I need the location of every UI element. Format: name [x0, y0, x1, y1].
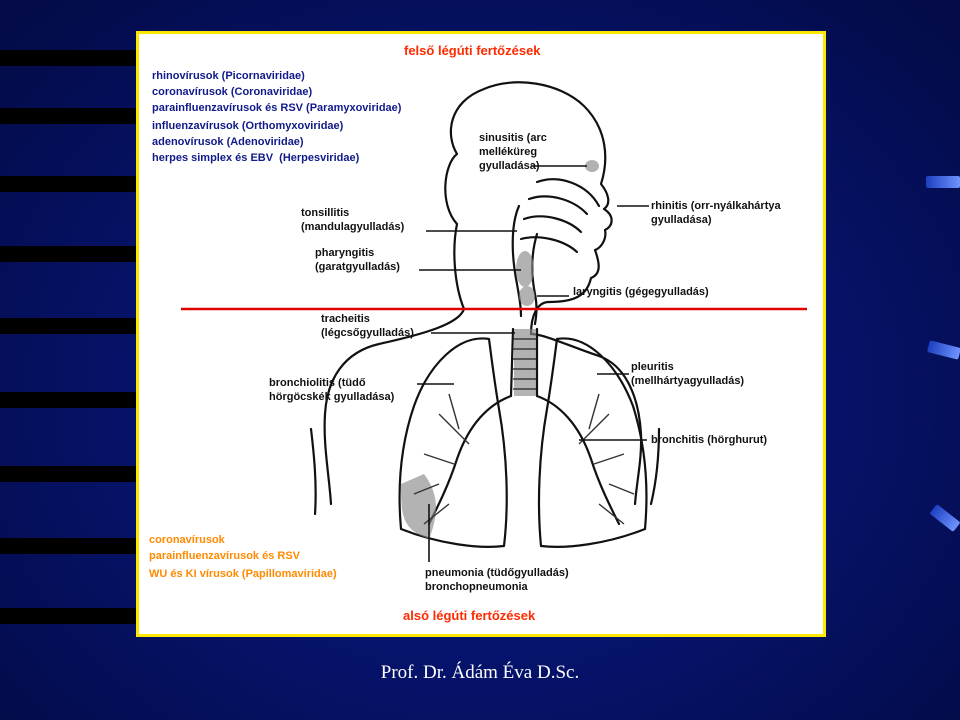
label-sinusitis: sinusitis (arc melléküreg gyulladása) — [479, 132, 547, 172]
decor-stripe — [0, 50, 136, 66]
label-tracheitis: tracheitis (légcsőgyulladás) — [321, 313, 414, 339]
upper-virus-item: influenzavírusok (Orthomyxoviridae) — [152, 120, 344, 132]
decor-stripe — [0, 392, 136, 408]
label-tonsillitis: tonsillitis (mandulagyulladás) — [301, 207, 405, 233]
label-pneumonia: pneumonia (tüdőgyulladás) bronchopneumonia — [425, 567, 569, 593]
lower-respiratory-title: alsó légúti fertőzések — [403, 608, 536, 623]
decor-stripe — [0, 176, 136, 192]
label-bronchitis: bronchitis (hörghurut) — [651, 434, 768, 446]
upper-virus-item: herpes simplex és EBV (Herpesviridae) — [152, 152, 360, 164]
lower-virus-item: coronavírusok — [149, 534, 225, 546]
label-pharyngitis: pharyngitis (garatgyulladás) — [315, 247, 400, 273]
decor-stripe — [0, 608, 136, 624]
decor-stripe — [0, 108, 136, 124]
label-rhinitis: rhinitis (orr-nyálkahártya gyulladása) — [651, 200, 781, 226]
lower-virus-item: parainfluenzavírusok és RSV — [149, 550, 300, 562]
lower-virus-item: WU és KI vírusok (Papillomaviridae) — [149, 568, 337, 580]
decor-dash — [927, 340, 960, 359]
upper-virus-item: coronavírusok (Coronaviridae) — [152, 86, 313, 98]
decor-stripe — [0, 318, 136, 334]
upper-virus-item: parainfluenzavírusok és RSV (Paramyxoviridae) — [152, 102, 402, 114]
label-bronchiolitis: bronchiolitis (tüdő hörgöcskék gyulladása) — [269, 377, 395, 403]
upper-respiratory-title: felső légúti fertőzések — [404, 43, 541, 58]
upper-virus-item: rhinovírusok (Picornaviridae) — [152, 70, 305, 82]
label-laryngitis: laryngitis (gégegyulladás) — [573, 286, 709, 298]
decor-stripe — [0, 466, 136, 482]
upper-virus-item: adenovírusok (Adenoviridae) — [152, 136, 304, 148]
decor-dash — [926, 176, 960, 188]
diagram-panel — [136, 31, 826, 637]
label-pleuritis: pleuritis (mellhártyagyulladás) — [631, 361, 745, 387]
decor-stripe — [0, 538, 136, 554]
decor-stripe — [0, 246, 136, 262]
author-credit: Prof. Dr. Ádám Éva D.Sc. — [380, 662, 580, 683]
decor-dash — [929, 504, 960, 532]
